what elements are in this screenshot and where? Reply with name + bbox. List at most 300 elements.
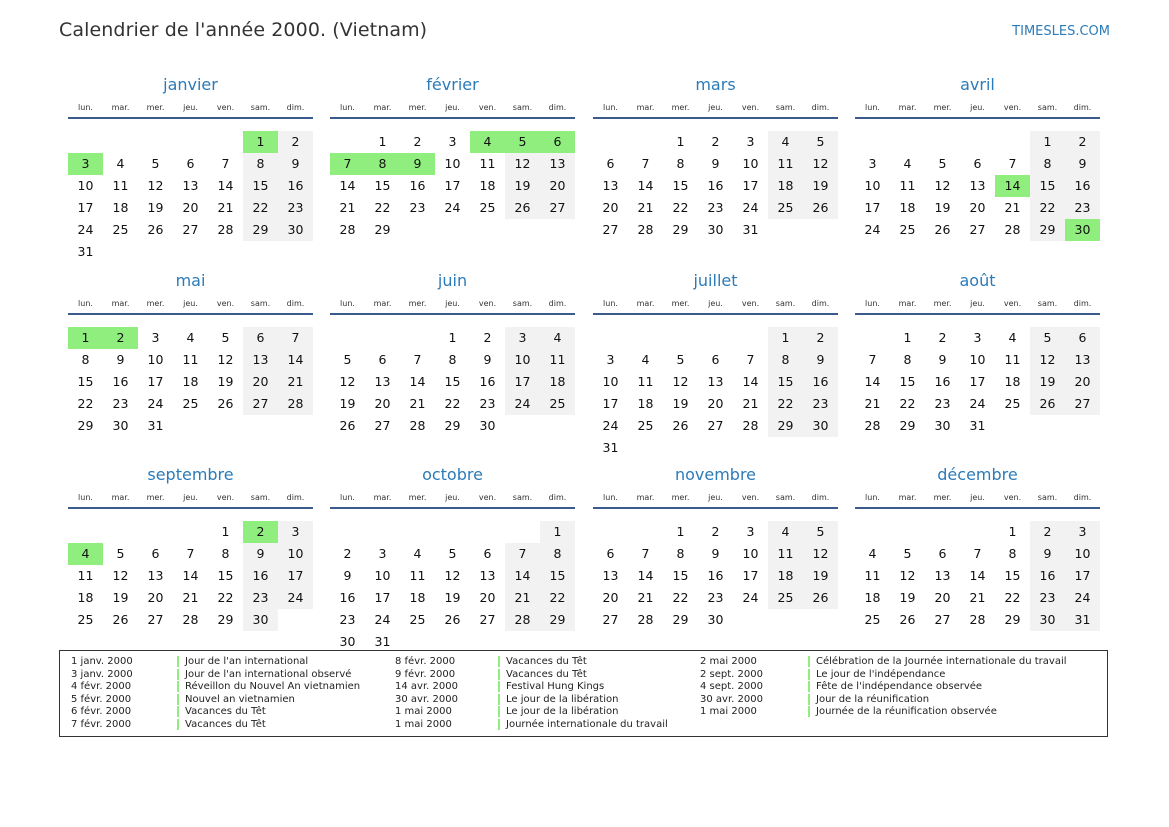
day-cell: 27 bbox=[243, 393, 278, 415]
day-cell: 10 bbox=[147, 352, 164, 367]
holiday-day-cell: 30 bbox=[1065, 219, 1100, 241]
weekday-label: mar. bbox=[898, 493, 917, 502]
month-divider bbox=[68, 117, 313, 119]
day-cell: 24 bbox=[505, 393, 540, 415]
day-cell: 14 bbox=[637, 178, 654, 193]
month-name: juillet bbox=[693, 271, 738, 290]
month-9 bbox=[330, 465, 575, 650]
day-cell: 4 bbox=[540, 327, 575, 349]
day-cell: 11 bbox=[77, 568, 94, 583]
day-cell: 4 bbox=[768, 131, 803, 153]
day-cell: 18 bbox=[77, 590, 94, 605]
day-cell: 30 bbox=[339, 634, 356, 649]
day-cell: 11 bbox=[112, 178, 129, 193]
day-cell: 24 bbox=[602, 418, 619, 433]
weekday-label: sam. bbox=[512, 299, 533, 308]
legend-date: 4 févr. 2000 bbox=[71, 681, 132, 693]
legend-date: 1 mai 2000 bbox=[395, 706, 452, 718]
legend-holiday-name: Nouvel an vietnamien bbox=[177, 694, 295, 705]
day-cell: 29 bbox=[540, 609, 575, 631]
day-cell: 6 bbox=[606, 546, 615, 561]
weekday-label: lun. bbox=[340, 103, 355, 112]
day-cell: 15 bbox=[768, 371, 803, 393]
holiday-day-cell: 2 bbox=[243, 521, 278, 543]
day-cell: 4 bbox=[1008, 330, 1017, 345]
day-cell: 20 bbox=[147, 590, 164, 605]
day-cell: 1 bbox=[1008, 524, 1017, 539]
day-cell: 10 bbox=[969, 352, 986, 367]
day-cell: 11 bbox=[182, 352, 199, 367]
day-cell: 13 bbox=[969, 178, 986, 193]
month-6 bbox=[593, 271, 838, 456]
weekday-label: lun. bbox=[603, 103, 618, 112]
month-name: janvier bbox=[163, 75, 218, 94]
month-3 bbox=[855, 75, 1100, 260]
day-cell: 5 bbox=[221, 330, 230, 345]
day-cell: 25 bbox=[899, 222, 916, 237]
legend-date: 1 mai 2000 bbox=[700, 706, 757, 718]
day-cell: 13 bbox=[243, 349, 278, 371]
day-cell: 17 bbox=[602, 396, 619, 411]
month-name: juin bbox=[437, 271, 468, 290]
holiday-day-cell: 2 bbox=[103, 327, 138, 349]
holiday-day-cell: 3 bbox=[68, 153, 103, 175]
day-cell: 10 bbox=[278, 543, 313, 565]
day-cell: 22 bbox=[672, 200, 689, 215]
weekday-label: jeu. bbox=[183, 103, 198, 112]
day-cell: 27 bbox=[602, 612, 619, 627]
day-cell: 30 bbox=[243, 609, 278, 631]
day-cell: 21 bbox=[742, 396, 759, 411]
weekday-label: sam. bbox=[1037, 299, 1058, 308]
legend-date: 30 avr. 2000 bbox=[700, 693, 763, 705]
day-cell: 17 bbox=[969, 374, 986, 389]
day-cell: 8 bbox=[1008, 546, 1017, 561]
weekday-label: mar. bbox=[373, 103, 392, 112]
day-cell: 15 bbox=[77, 374, 94, 389]
day-cell: 10 bbox=[77, 178, 94, 193]
day-cell: 6 bbox=[378, 352, 387, 367]
day-cell: 24 bbox=[742, 200, 759, 215]
day-cell: 23 bbox=[112, 396, 129, 411]
holiday-day-cell: 4 bbox=[470, 131, 505, 153]
day-cell: 28 bbox=[637, 612, 654, 627]
day-cell: 14 bbox=[505, 565, 540, 587]
day-cell: 18 bbox=[112, 200, 129, 215]
weekday-label: sam. bbox=[775, 299, 796, 308]
day-cell: 16 bbox=[339, 590, 356, 605]
day-cell: 1 bbox=[1030, 131, 1065, 153]
weekday-label: lun. bbox=[603, 299, 618, 308]
day-cell: 19 bbox=[899, 590, 916, 605]
day-cell: 7 bbox=[868, 352, 877, 367]
day-cell: 27 bbox=[147, 612, 164, 627]
day-cell: 15 bbox=[1030, 175, 1065, 197]
month-10 bbox=[593, 465, 838, 650]
legend-date: 14 avr. 2000 bbox=[395, 681, 458, 693]
weekday-label: dim. bbox=[548, 103, 567, 112]
legend-date: 30 avr. 2000 bbox=[395, 693, 458, 705]
day-cell: 11 bbox=[479, 156, 496, 171]
day-cell: 22 bbox=[672, 590, 689, 605]
weekday-label: jeu. bbox=[708, 493, 723, 502]
day-cell: 1 bbox=[676, 134, 685, 149]
day-cell: 4 bbox=[903, 156, 912, 171]
weekday-label: sam. bbox=[1037, 103, 1058, 112]
day-cell: 10 bbox=[444, 156, 461, 171]
day-cell: 12 bbox=[803, 153, 838, 175]
weekday-label: sam. bbox=[250, 299, 271, 308]
day-cell: 26 bbox=[444, 612, 461, 627]
day-cell: 18 bbox=[479, 178, 496, 193]
legend-holiday-name: Vacances du Têt bbox=[177, 719, 266, 730]
day-cell: 24 bbox=[147, 396, 164, 411]
month-1 bbox=[330, 75, 575, 260]
weekday-label: ven. bbox=[478, 103, 497, 112]
day-cell: 16 bbox=[1065, 175, 1100, 197]
day-cell: 26 bbox=[803, 197, 838, 219]
day-cell: 9 bbox=[1030, 543, 1065, 565]
day-cell: 29 bbox=[672, 612, 689, 627]
weekday-label: sam. bbox=[775, 493, 796, 502]
day-cell: 13 bbox=[182, 178, 199, 193]
day-cell: 9 bbox=[1065, 153, 1100, 175]
day-cell: 11 bbox=[637, 374, 654, 389]
weekday-label: mar. bbox=[373, 299, 392, 308]
weekday-label: ven. bbox=[478, 493, 497, 502]
day-cell: 23 bbox=[479, 396, 496, 411]
day-cell: 23 bbox=[707, 200, 724, 215]
day-cell: 12 bbox=[899, 568, 916, 583]
day-cell: 25 bbox=[1004, 396, 1021, 411]
day-cell: 19 bbox=[112, 590, 129, 605]
day-cell: 28 bbox=[505, 609, 540, 631]
day-cell: 6 bbox=[243, 327, 278, 349]
month-name: novembre bbox=[674, 465, 757, 484]
month-divider bbox=[330, 117, 575, 119]
day-cell: 2 bbox=[413, 134, 422, 149]
weekday-label: dim. bbox=[1073, 103, 1092, 112]
day-cell: 20 bbox=[182, 200, 199, 215]
month-divider bbox=[855, 117, 1100, 119]
day-cell: 20 bbox=[540, 175, 575, 197]
day-cell: 25 bbox=[182, 396, 199, 411]
page-title: Calendrier de l'année 2000. (Vietnam) bbox=[59, 19, 428, 41]
day-cell: 24 bbox=[742, 590, 759, 605]
day-cell: 26 bbox=[934, 222, 951, 237]
day-cell: 12 bbox=[339, 374, 356, 389]
day-cell: 9 bbox=[483, 352, 492, 367]
holiday-day-cell: 5 bbox=[505, 131, 540, 153]
legend-holiday-name: Journée de la réunification observée bbox=[808, 706, 997, 717]
legend-holiday-name: Vacances du Têt bbox=[177, 706, 266, 717]
day-cell: 28 bbox=[742, 418, 759, 433]
day-cell: 28 bbox=[339, 222, 356, 237]
day-cell: 29 bbox=[899, 418, 916, 433]
month-name: février bbox=[426, 75, 479, 94]
day-cell: 2 bbox=[711, 134, 720, 149]
legend-holiday-name: Le jour de l'indépendance bbox=[808, 669, 945, 680]
day-cell: 28 bbox=[969, 612, 986, 627]
day-cell: 1 bbox=[903, 330, 912, 345]
legend-date: 1 mai 2000 bbox=[395, 719, 452, 730]
day-cell: 7 bbox=[641, 156, 650, 171]
day-cell: 16 bbox=[934, 374, 951, 389]
weekday-label: mar. bbox=[636, 103, 655, 112]
day-cell: 14 bbox=[182, 568, 199, 583]
day-cell: 22 bbox=[243, 197, 278, 219]
day-cell: 21 bbox=[637, 200, 654, 215]
day-cell: 29 bbox=[374, 222, 391, 237]
weekday-label: mer. bbox=[671, 299, 690, 308]
day-cell: 28 bbox=[409, 418, 426, 433]
day-cell: 1 bbox=[768, 327, 803, 349]
month-divider bbox=[68, 507, 313, 509]
day-cell: 22 bbox=[1004, 590, 1021, 605]
weekday-label: mar. bbox=[636, 299, 655, 308]
weekday-label: mer. bbox=[408, 103, 427, 112]
day-cell: 9 bbox=[711, 156, 720, 171]
legend-holiday-name: Jour de la réunification bbox=[808, 694, 929, 705]
day-cell: 26 bbox=[339, 418, 356, 433]
day-cell: 21 bbox=[339, 200, 356, 215]
holiday-day-cell: 7 bbox=[330, 153, 365, 175]
day-cell: 8 bbox=[676, 156, 685, 171]
day-cell: 30 bbox=[803, 415, 838, 437]
day-cell: 3 bbox=[448, 134, 457, 149]
day-cell: 28 bbox=[1004, 222, 1021, 237]
day-cell: 7 bbox=[186, 546, 195, 561]
day-cell: 26 bbox=[899, 612, 916, 627]
month-divider bbox=[855, 313, 1100, 315]
weekday-label: mar. bbox=[898, 299, 917, 308]
day-cell: 14 bbox=[969, 568, 986, 583]
day-cell: 7 bbox=[1008, 156, 1017, 171]
day-cell: 5 bbox=[676, 352, 685, 367]
holiday-day-cell: 8 bbox=[365, 153, 400, 175]
day-cell: 23 bbox=[243, 587, 278, 609]
day-cell: 9 bbox=[343, 568, 352, 583]
day-cell: 17 bbox=[505, 371, 540, 393]
day-cell: 31 bbox=[147, 418, 164, 433]
day-cell: 15 bbox=[243, 175, 278, 197]
weekday-label: lun. bbox=[603, 493, 618, 502]
day-cell: 30 bbox=[1030, 609, 1065, 631]
day-cell: 6 bbox=[483, 546, 492, 561]
day-cell: 22 bbox=[1030, 197, 1065, 219]
weekday-label: jeu. bbox=[970, 103, 985, 112]
weekday-label: lun. bbox=[78, 299, 93, 308]
day-cell: 9 bbox=[278, 153, 313, 175]
day-cell: 24 bbox=[374, 612, 391, 627]
day-cell: 31 bbox=[77, 244, 94, 259]
day-cell: 4 bbox=[641, 352, 650, 367]
day-cell: 19 bbox=[505, 175, 540, 197]
day-cell: 21 bbox=[637, 590, 654, 605]
day-cell: 27 bbox=[479, 612, 496, 627]
day-cell: 25 bbox=[77, 612, 94, 627]
weekday-label: dim. bbox=[286, 103, 305, 112]
day-cell: 20 bbox=[1065, 371, 1100, 393]
weekday-label: mer. bbox=[146, 493, 165, 502]
day-cell: 13 bbox=[374, 374, 391, 389]
day-cell: 15 bbox=[1004, 568, 1021, 583]
day-cell: 23 bbox=[1065, 197, 1100, 219]
day-cell: 5 bbox=[803, 131, 838, 153]
day-cell: 18 bbox=[1004, 374, 1021, 389]
day-cell: 11 bbox=[409, 568, 426, 583]
day-cell: 4 bbox=[868, 546, 877, 561]
day-cell: 25 bbox=[479, 200, 496, 215]
day-cell: 23 bbox=[339, 612, 356, 627]
month-name: avril bbox=[960, 75, 995, 94]
day-cell: 7 bbox=[505, 543, 540, 565]
day-cell: 24 bbox=[864, 222, 881, 237]
day-cell: 14 bbox=[278, 349, 313, 371]
day-cell: 17 bbox=[742, 568, 759, 583]
legend-holiday-name: Le jour de la libération bbox=[498, 694, 618, 705]
weekday-label: dim. bbox=[1073, 299, 1092, 308]
day-cell: 28 bbox=[217, 222, 234, 237]
day-cell: 1 bbox=[540, 521, 575, 543]
day-cell: 10 bbox=[602, 374, 619, 389]
month-2 bbox=[593, 75, 838, 260]
day-cell: 15 bbox=[899, 374, 916, 389]
day-cell: 30 bbox=[479, 418, 496, 433]
day-cell: 8 bbox=[81, 352, 90, 367]
weekday-label: jeu. bbox=[708, 299, 723, 308]
day-cell: 19 bbox=[444, 590, 461, 605]
month-divider bbox=[593, 507, 838, 509]
day-cell: 24 bbox=[1065, 587, 1100, 609]
day-cell: 5 bbox=[938, 156, 947, 171]
day-cell: 27 bbox=[969, 222, 986, 237]
day-cell: 30 bbox=[707, 612, 724, 627]
weekday-label: jeu. bbox=[708, 103, 723, 112]
holiday-day-cell: 1 bbox=[68, 327, 103, 349]
day-cell: 14 bbox=[864, 374, 881, 389]
legend-holiday-name: Célébration de la Journée internationale du travail bbox=[808, 656, 1067, 667]
legend-date: 4 sept. 2000 bbox=[700, 681, 763, 693]
day-cell: 19 bbox=[339, 396, 356, 411]
day-cell: 26 bbox=[672, 418, 689, 433]
weekday-label: dim. bbox=[811, 493, 830, 502]
day-cell: 10 bbox=[505, 349, 540, 371]
day-cell: 8 bbox=[676, 546, 685, 561]
legend-date: 8 févr. 2000 bbox=[395, 656, 456, 667]
day-cell: 7 bbox=[221, 156, 230, 171]
day-cell: 22 bbox=[374, 200, 391, 215]
day-cell: 25 bbox=[768, 587, 803, 609]
day-cell: 28 bbox=[864, 418, 881, 433]
weekday-label: dim. bbox=[811, 103, 830, 112]
day-cell: 29 bbox=[672, 222, 689, 237]
weekday-label: dim. bbox=[548, 299, 567, 308]
day-cell: 4 bbox=[186, 330, 195, 345]
day-cell: 13 bbox=[540, 153, 575, 175]
weekday-label: mer. bbox=[408, 299, 427, 308]
weekday-label: ven. bbox=[741, 299, 760, 308]
day-cell: 20 bbox=[602, 200, 619, 215]
weekday-label: mer. bbox=[671, 493, 690, 502]
day-cell: 31 bbox=[969, 418, 986, 433]
day-cell: 2 bbox=[803, 327, 838, 349]
weekday-label: mar. bbox=[636, 493, 655, 502]
day-cell: 21 bbox=[969, 590, 986, 605]
day-cell: 3 bbox=[606, 352, 615, 367]
day-cell: 21 bbox=[217, 200, 234, 215]
day-cell: 18 bbox=[540, 371, 575, 393]
day-cell: 27 bbox=[540, 197, 575, 219]
day-cell: 23 bbox=[1030, 587, 1065, 609]
day-cell: 15 bbox=[374, 178, 391, 193]
weekday-label: sam. bbox=[512, 493, 533, 502]
day-cell: 2 bbox=[1065, 131, 1100, 153]
day-cell: 21 bbox=[409, 396, 426, 411]
day-cell: 16 bbox=[112, 374, 129, 389]
day-cell: 11 bbox=[1004, 352, 1021, 367]
month-divider bbox=[593, 313, 838, 315]
day-cell: 30 bbox=[934, 418, 951, 433]
day-cell: 21 bbox=[278, 371, 313, 393]
brand-link[interactable]: TIMESLES.COM bbox=[1012, 24, 1110, 39]
day-cell: 22 bbox=[540, 587, 575, 609]
day-cell: 20 bbox=[602, 590, 619, 605]
weekday-label: mer. bbox=[933, 493, 952, 502]
day-cell: 25 bbox=[112, 222, 129, 237]
day-cell: 10 bbox=[742, 546, 759, 561]
day-cell: 5 bbox=[1030, 327, 1065, 349]
day-cell: 11 bbox=[864, 568, 881, 583]
legend-holiday-name: Le jour de la libération bbox=[498, 706, 618, 717]
holiday-day-cell: 9 bbox=[400, 153, 435, 175]
day-cell: 3 bbox=[505, 327, 540, 349]
weekday-label: mar. bbox=[898, 103, 917, 112]
day-cell: 20 bbox=[707, 396, 724, 411]
legend-date: 1 janv. 2000 bbox=[71, 656, 133, 667]
holiday-day-cell: 1 bbox=[243, 131, 278, 153]
weekday-label: lun. bbox=[78, 493, 93, 502]
day-cell: 31 bbox=[374, 634, 391, 649]
month-name: mars bbox=[695, 75, 736, 94]
day-cell: 27 bbox=[182, 222, 199, 237]
month-7 bbox=[855, 271, 1100, 456]
day-cell: 14 bbox=[217, 178, 234, 193]
day-cell: 8 bbox=[1030, 153, 1065, 175]
weekday-label: lun. bbox=[78, 103, 93, 112]
month-name: septembre bbox=[147, 465, 234, 484]
legend-holiday-name: Festival Hung Kings bbox=[498, 681, 604, 692]
day-cell: 15 bbox=[672, 178, 689, 193]
day-cell: 16 bbox=[707, 568, 724, 583]
day-cell: 8 bbox=[221, 546, 230, 561]
legend-holiday-name: Journée internationale du travail bbox=[498, 719, 668, 730]
day-cell: 11 bbox=[540, 349, 575, 371]
holiday-day-cell: 4 bbox=[68, 543, 103, 565]
day-cell: 14 bbox=[409, 374, 426, 389]
day-cell: 29 bbox=[444, 418, 461, 433]
day-cell: 3 bbox=[278, 521, 313, 543]
weekday-label: mer. bbox=[933, 299, 952, 308]
day-cell: 22 bbox=[444, 396, 461, 411]
day-cell: 8 bbox=[540, 543, 575, 565]
day-cell: 3 bbox=[378, 546, 387, 561]
day-cell: 29 bbox=[1030, 219, 1065, 241]
month-name: octobre bbox=[422, 465, 483, 484]
day-cell: 5 bbox=[448, 546, 457, 561]
day-cell: 3 bbox=[746, 134, 755, 149]
weekday-label: ven. bbox=[1003, 299, 1022, 308]
